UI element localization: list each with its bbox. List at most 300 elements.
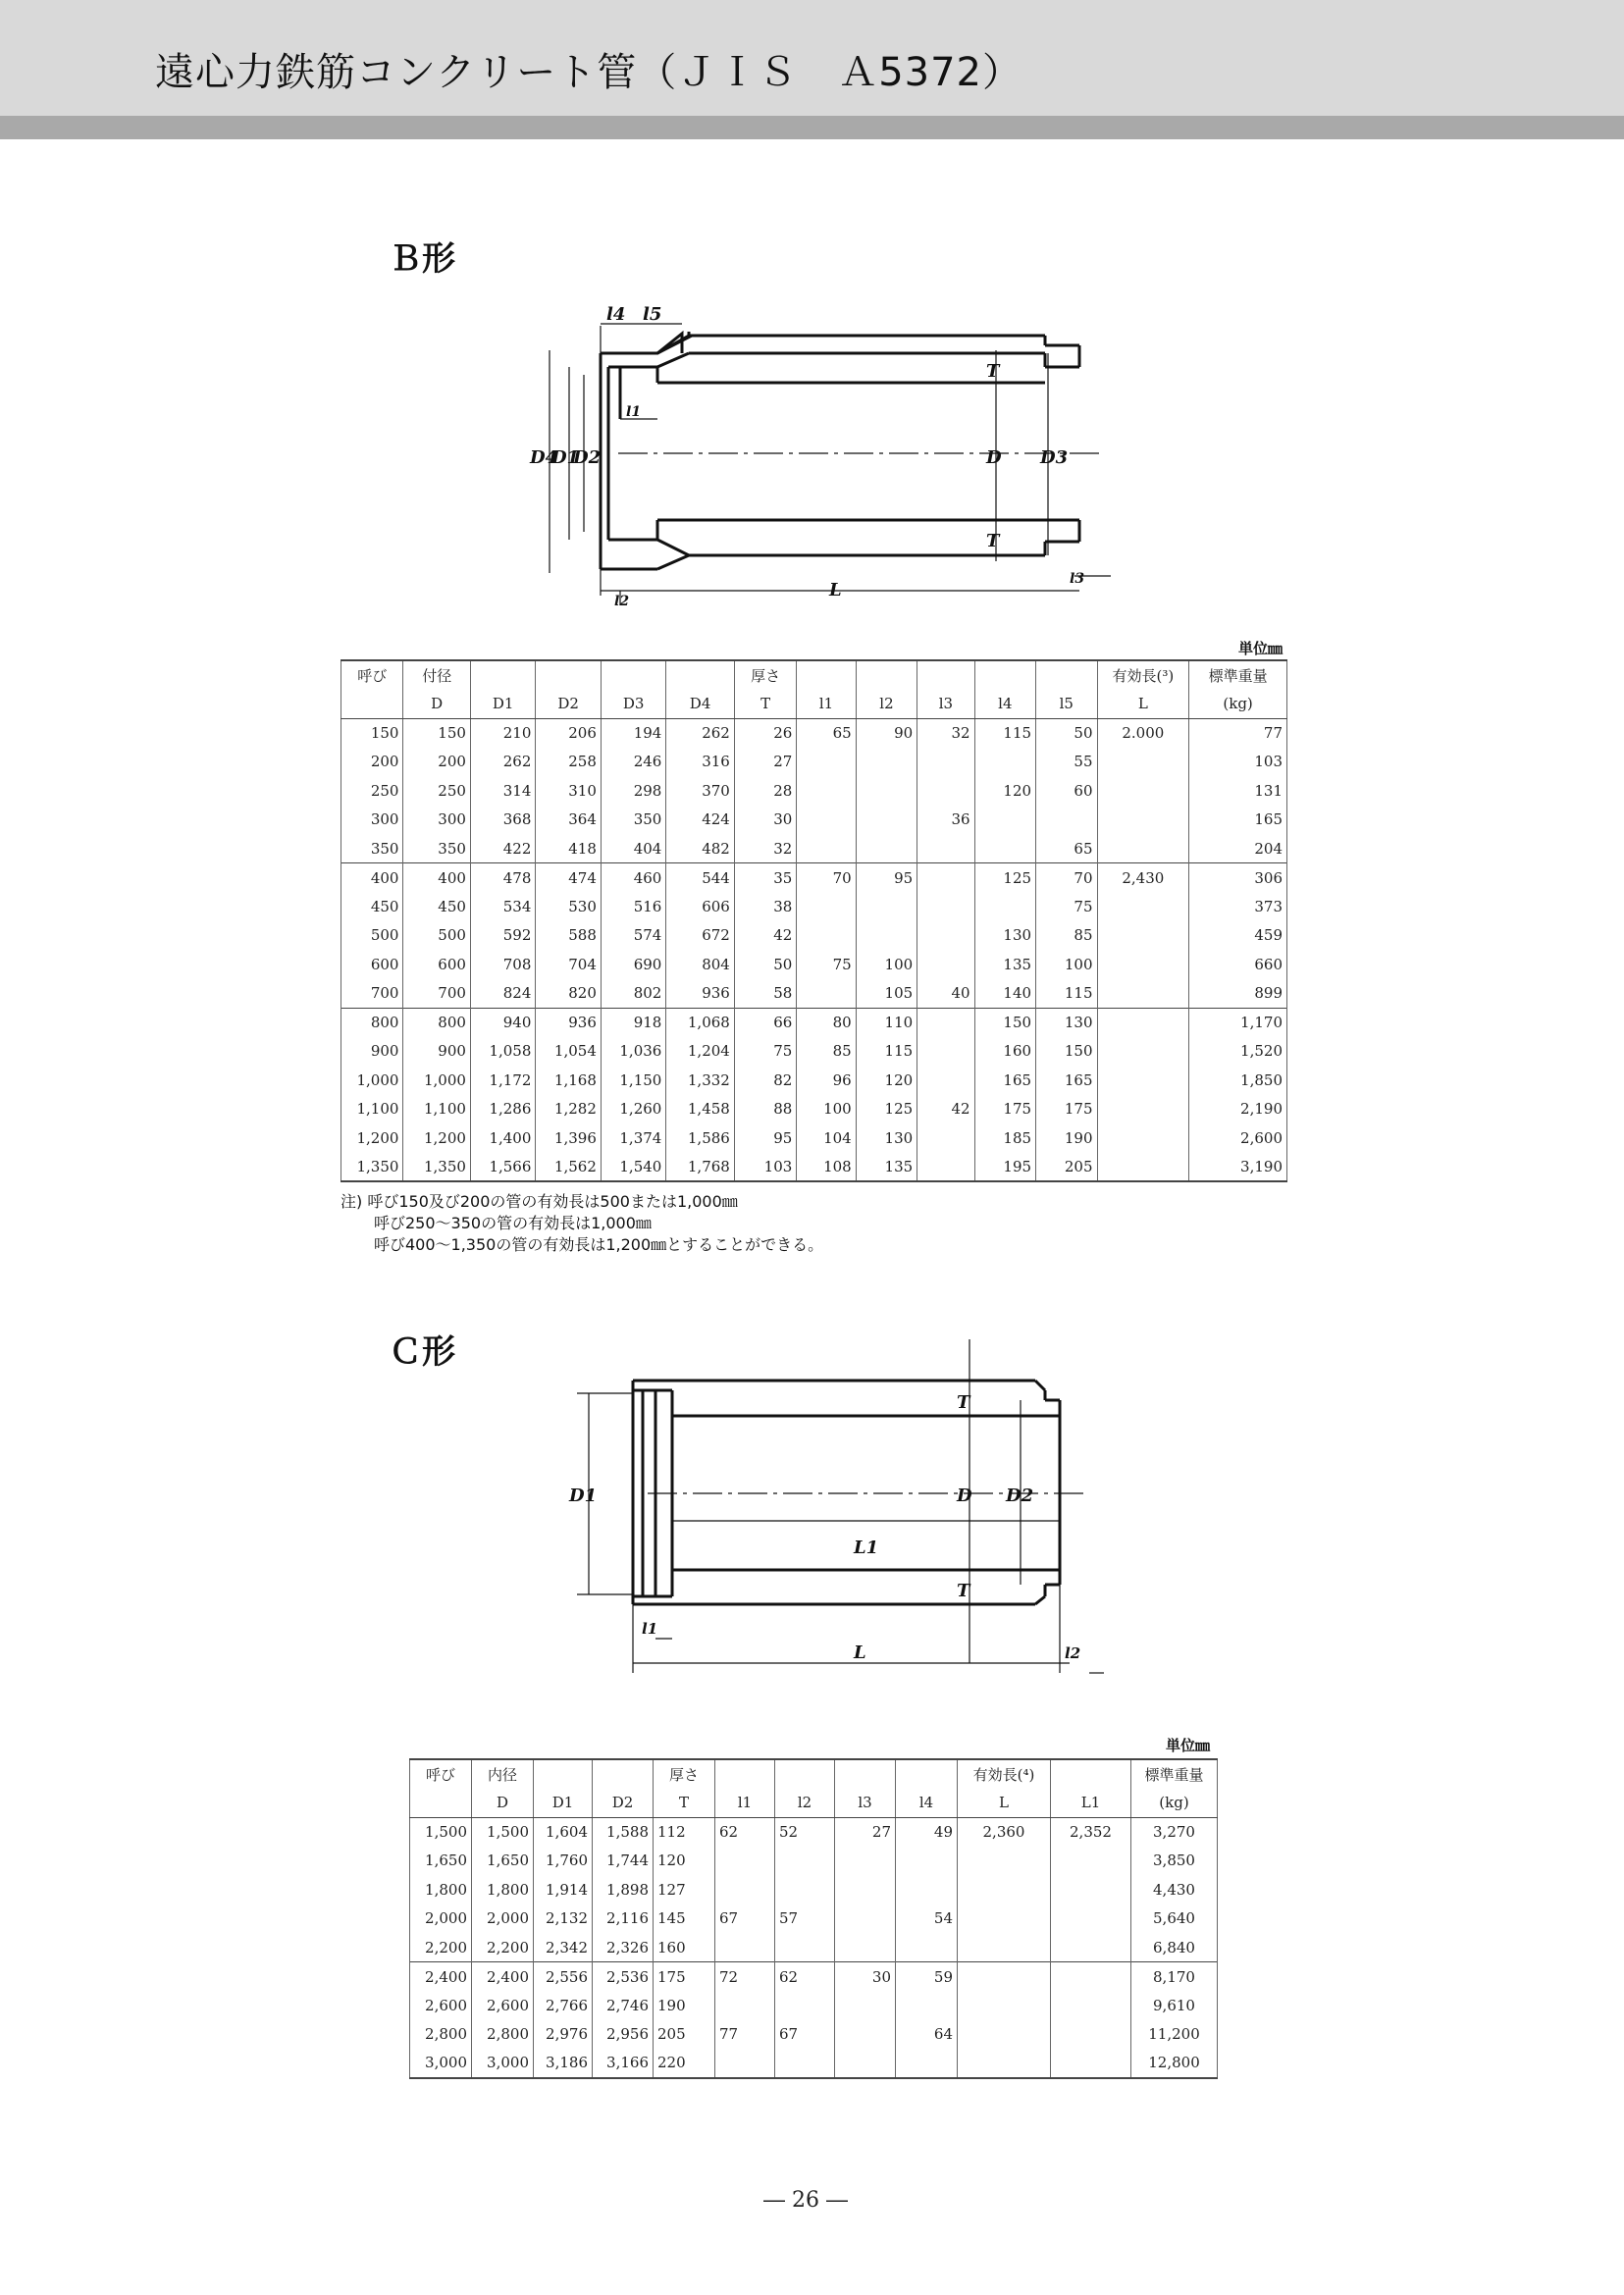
c-header-cell: L	[958, 1789, 1051, 1818]
c-header-cell	[593, 1759, 654, 1789]
c-table-cell: 3,000	[410, 2049, 472, 2078]
b-table-cell: 2.000	[1097, 718, 1189, 748]
b-table-cell: 135	[974, 950, 1035, 979]
b-table-cell	[917, 950, 974, 979]
b-table-cell: 802	[601, 979, 665, 1009]
c-table-cell: 49	[896, 1817, 958, 1847]
b-table-cell: 200	[403, 748, 470, 777]
b-table-cell: 418	[536, 834, 601, 863]
b-table-cell: 27	[734, 748, 796, 777]
b-table-cell: 3,190	[1189, 1153, 1287, 1182]
c-table-cell	[775, 2049, 835, 2078]
b-table-cell: 460	[601, 863, 665, 893]
b-table-cell: 150	[1036, 1037, 1097, 1067]
b-table-row	[341, 834, 1287, 863]
c-table-cell: 1,898	[593, 1875, 654, 1904]
c-table-cell	[835, 1991, 896, 2020]
c-table-cell: 3,166	[593, 2049, 654, 2078]
b-table-cell: 1,458	[666, 1095, 735, 1124]
b-table-cell	[917, 834, 974, 863]
b-table-cell: 26	[734, 718, 796, 748]
c-table-cell: 72	[715, 1962, 775, 1992]
b-table-cell: 75	[797, 950, 856, 979]
c-table-cell: 2,600	[410, 1991, 472, 2020]
c-table-cell	[1051, 1904, 1131, 1934]
b-table-cell: 115	[856, 1037, 917, 1067]
c-table-cell: 2,556	[534, 1962, 593, 1992]
c-table-cell: 77	[715, 2020, 775, 2050]
b-table-cell: 77	[1189, 718, 1287, 748]
b-table-cell: 516	[601, 892, 665, 921]
b-table-cell	[1097, 1153, 1189, 1182]
b-table-cell: 175	[974, 1095, 1035, 1124]
b-table-cell: 50	[1036, 718, 1097, 748]
b-table-cell: 824	[470, 979, 535, 1009]
b-table-cell: 1,058	[470, 1037, 535, 1067]
b-table-cell: 1,400	[470, 1123, 535, 1153]
b-table-cell	[1097, 892, 1189, 921]
c-header-cell: D2	[593, 1789, 654, 1818]
b-header-cell: (kg)	[1189, 690, 1287, 719]
b-header-cell	[536, 660, 601, 690]
b-table-cell: 103	[734, 1153, 796, 1182]
c-header-cell: 有効長(⁴)	[958, 1759, 1051, 1789]
b-table-cell	[856, 834, 917, 863]
c-table-cell: 2,200	[410, 1933, 472, 1962]
b-header-cell	[974, 660, 1035, 690]
b-table-cell: 250	[341, 776, 403, 806]
c-table-cell: 3,270	[1131, 1817, 1218, 1847]
b-table-cell	[1097, 1095, 1189, 1124]
header-stripe	[0, 116, 1624, 139]
b-table-cell: 900	[403, 1037, 470, 1067]
c-table-cell	[715, 2049, 775, 2078]
c-table-cell: 1,650	[472, 1847, 534, 1876]
c-table-cell: 3,850	[1131, 1847, 1218, 1876]
c-table-cell	[775, 1847, 835, 1876]
b-table-cell: 96	[797, 1066, 856, 1095]
b-table-cell: 450	[341, 892, 403, 921]
b-table-cell: 105	[856, 979, 917, 1009]
b-table-cell	[1097, 1008, 1189, 1037]
b-table-cell	[797, 892, 856, 921]
c-table-cell: 62	[775, 1962, 835, 1992]
c-table-cell: 57	[775, 1904, 835, 1934]
b-table-cell: 36	[917, 806, 974, 835]
b-table-cell: 165	[1036, 1066, 1097, 1095]
b-table-cell: 246	[601, 748, 665, 777]
b-table-cell: 165	[974, 1066, 1035, 1095]
b-table-cell: 120	[856, 1066, 917, 1095]
b-table-cell: 936	[666, 979, 735, 1009]
c-table-cell	[896, 1847, 958, 1876]
c-header-cell: l2	[775, 1789, 835, 1818]
c-table-cell	[958, 1875, 1051, 1904]
c-table-cell: 190	[654, 1991, 715, 2020]
b-table-cell: 574	[601, 921, 665, 951]
b-table-cell	[917, 1066, 974, 1095]
c-table-cell: 1,604	[534, 1817, 593, 1847]
b-label-l1: l1	[626, 404, 642, 420]
b-table-cell: 700	[341, 979, 403, 1009]
c-table-cell: 5,640	[1131, 1904, 1218, 1934]
c-table-cell: 11,200	[1131, 2020, 1218, 2050]
b-table-cell: 364	[536, 806, 601, 835]
c-table-cell: 2,400	[472, 1962, 534, 1992]
b-table-cell	[917, 863, 974, 893]
b-table-cell	[1097, 1066, 1189, 1095]
b-table-row	[341, 921, 1287, 951]
b-table-cell	[917, 776, 974, 806]
b-table-cell	[1097, 806, 1189, 835]
b-header-cell	[797, 660, 856, 690]
c-table-cell	[715, 1933, 775, 1962]
b-table-cell: 204	[1189, 834, 1287, 863]
b-table-cell	[1097, 748, 1189, 777]
b-table-cell: 306	[1189, 863, 1287, 893]
b-table-cell: 530	[536, 892, 601, 921]
b-table-cell: 130	[974, 921, 1035, 951]
c-label-l1-big: L1	[854, 1538, 879, 1558]
b-table-cell: 690	[601, 950, 665, 979]
c-table-cell	[896, 1933, 958, 1962]
b-header-cell: 厚さ	[734, 660, 796, 690]
c-table-cell	[1051, 1875, 1131, 1904]
c-label-d2: D2	[1006, 1486, 1034, 1506]
b-header-cell	[856, 660, 917, 690]
b-table-cell: 404	[601, 834, 665, 863]
c-table-cell	[1051, 2049, 1131, 2078]
b-type-pipe-diagram	[510, 306, 1148, 610]
c-table-cell	[715, 1847, 775, 1876]
c-table-row	[410, 1991, 1218, 2020]
c-spec-table	[409, 1758, 1218, 2079]
c-table-cell: 54	[896, 1904, 958, 1934]
b-header-cell: l2	[856, 690, 917, 719]
b-header-cell	[1036, 660, 1097, 690]
b-table-cell: 804	[666, 950, 735, 979]
c-table-cell: 27	[835, 1817, 896, 1847]
b-header-cell: D	[403, 690, 470, 719]
c-table-row	[410, 1875, 1218, 1904]
c-header-row	[410, 1789, 1218, 1818]
c-table-cell: 112	[654, 1817, 715, 1847]
b-header-row	[341, 690, 1287, 719]
b-table-cell: 40	[917, 979, 974, 1009]
b-table-cell: 194	[601, 718, 665, 748]
b-table-cell: 350	[341, 834, 403, 863]
b-table-cell: 185	[974, 1123, 1035, 1153]
b-table-cell: 672	[666, 921, 735, 951]
c-header-cell: (kg)	[1131, 1789, 1218, 1818]
c-table-cell: 1,800	[472, 1875, 534, 1904]
c-table-cell: 4,430	[1131, 1875, 1218, 1904]
b-table-cell: 2,190	[1189, 1095, 1287, 1124]
b-table-cell: 50	[734, 950, 796, 979]
b-unit-label: 単位㎜	[1238, 640, 1283, 657]
c-table-cell	[1051, 1991, 1131, 2020]
b-table-row	[341, 718, 1287, 748]
b-table-cell: 1,520	[1189, 1037, 1287, 1067]
b-table-cell	[974, 806, 1035, 835]
c-table-cell	[835, 1933, 896, 1962]
b-table-cell: 800	[403, 1008, 470, 1037]
b-table-cell: 55	[1036, 748, 1097, 777]
b-table-cell	[856, 806, 917, 835]
b-table-cell: 85	[797, 1037, 856, 1067]
b-table-cell: 1,260	[601, 1095, 665, 1124]
b-header-cell	[917, 660, 974, 690]
b-table-cell: 588	[536, 921, 601, 951]
b-table-cell: 314	[470, 776, 535, 806]
b-table-cell	[856, 892, 917, 921]
b-table-cell: 110	[856, 1008, 917, 1037]
b-table-cell: 2,600	[1189, 1123, 1287, 1153]
b-table-cell: 918	[601, 1008, 665, 1037]
c-header-cell: l1	[715, 1789, 775, 1818]
c-label-l1: l1	[642, 1620, 658, 1638]
c-table-cell: 2,000	[410, 1904, 472, 1934]
page-number: ― 26 ―	[763, 2188, 848, 2213]
b-table-cell: 899	[1189, 979, 1287, 1009]
b-label-l4: l4	[606, 306, 626, 325]
c-header-cell: 厚さ	[654, 1759, 715, 1789]
c-table-cell	[958, 2020, 1051, 2050]
c-label-d1: D1	[569, 1486, 598, 1506]
c-table-cell	[896, 1875, 958, 1904]
b-table-cell: 75	[734, 1037, 796, 1067]
b-table-cell: 250	[403, 776, 470, 806]
b-table-row	[341, 950, 1287, 979]
b-table-cell	[917, 921, 974, 951]
b-table-cell	[1097, 776, 1189, 806]
b-table-cell: 936	[536, 1008, 601, 1037]
c-table-cell	[1051, 1933, 1131, 1962]
b-table-cell: 500	[403, 921, 470, 951]
b-header-cell: D2	[536, 690, 601, 719]
b-label-l: L	[829, 580, 842, 600]
b-table-cell: 1,172	[470, 1066, 535, 1095]
b-table-cell: 150	[403, 718, 470, 748]
b-table-cell: 135	[856, 1153, 917, 1182]
c-table-cell: 2,956	[593, 2020, 654, 2050]
b-table-cell: 125	[856, 1095, 917, 1124]
c-table-cell: 1,914	[534, 1875, 593, 1904]
b-table-cell: 1,562	[536, 1153, 601, 1182]
b-table-row	[341, 892, 1287, 921]
c-table-cell: 2,600	[472, 1991, 534, 2020]
b-table-row	[341, 1066, 1287, 1095]
c-label-t-bottom: T	[957, 1581, 970, 1601]
b-table-cell: 195	[974, 1153, 1035, 1182]
b-header-cell	[601, 660, 665, 690]
b-table-cell: 200	[341, 748, 403, 777]
b-table-cell: 30	[734, 806, 796, 835]
b-table-cell: 1,168	[536, 1066, 601, 1095]
b-table-cell: 205	[1036, 1153, 1097, 1182]
c-table-cell: 2,800	[472, 2020, 534, 2050]
c-table-cell	[775, 1875, 835, 1904]
c-table-cell: 8,170	[1131, 1962, 1218, 1992]
b-table-cell	[1036, 806, 1097, 835]
b-table-cell: 500	[341, 921, 403, 951]
b-table-cell: 103	[1189, 748, 1287, 777]
b-header-cell: D1	[470, 690, 535, 719]
b-table-row	[341, 1153, 1287, 1182]
b-table-cell: 58	[734, 979, 796, 1009]
c-table-cell: 2,342	[534, 1933, 593, 1962]
c-header-cell: D	[472, 1789, 534, 1818]
c-table-cell: 1,500	[472, 1817, 534, 1847]
c-table-cell: 62	[715, 1817, 775, 1847]
c-table-cell: 2,132	[534, 1904, 593, 1934]
b-table-cell: 70	[797, 863, 856, 893]
b-table-cell: 66	[734, 1008, 796, 1037]
c-table-cell	[896, 1991, 958, 2020]
b-header-cell	[666, 660, 735, 690]
b-header-cell	[341, 690, 403, 719]
b-label-d1: D1	[551, 447, 580, 468]
b-table-cell	[917, 1153, 974, 1182]
c-table-cell	[958, 2049, 1051, 2078]
b-table-cell: 1,332	[666, 1066, 735, 1095]
b-table-cell: 100	[856, 950, 917, 979]
b-table-cell: 130	[856, 1123, 917, 1153]
b-table-cell: 190	[1036, 1123, 1097, 1153]
b-note-3: 呼び400～1,350の管の有効長は1,200㎜とすることができる。	[374, 1235, 824, 1254]
b-label-d2: D2	[573, 447, 602, 468]
b-table-row	[341, 806, 1287, 835]
b-table-cell: 1,200	[341, 1123, 403, 1153]
b-label-l3: l3	[1070, 571, 1085, 587]
c-table-cell: 67	[775, 2020, 835, 2050]
b-table-cell: 370	[666, 776, 735, 806]
b-table-cell: 478	[470, 863, 535, 893]
b-table-cell: 115	[974, 718, 1035, 748]
b-table-cell: 1,350	[403, 1153, 470, 1182]
b-table-cell: 104	[797, 1123, 856, 1153]
c-table-cell	[1051, 2020, 1131, 2050]
c-table-cell: 2,766	[534, 1991, 593, 2020]
b-table-cell: 450	[403, 892, 470, 921]
b-table-cell	[974, 748, 1035, 777]
b-table-cell: 1,396	[536, 1123, 601, 1153]
b-table-cell	[797, 748, 856, 777]
b-table-cell: 140	[974, 979, 1035, 1009]
b-table-row	[341, 979, 1287, 1009]
c-header-cell: L1	[1051, 1789, 1131, 1818]
b-table-cell	[917, 1037, 974, 1067]
c-table-cell: 2,746	[593, 1991, 654, 2020]
b-notes	[341, 1191, 823, 1256]
b-table-cell: 90	[856, 718, 917, 748]
c-table-cell	[835, 1875, 896, 1904]
c-table-cell	[835, 2049, 896, 2078]
c-table-cell: 2,326	[593, 1933, 654, 1962]
b-table-cell: 206	[536, 718, 601, 748]
c-table-row	[410, 1904, 1218, 1934]
b-table-cell: 544	[666, 863, 735, 893]
c-table-cell: 67	[715, 1904, 775, 1934]
b-label-l5: l5	[643, 306, 662, 325]
b-table-cell: 482	[666, 834, 735, 863]
c-header-cell	[1051, 1759, 1131, 1789]
c-table-cell: 1,744	[593, 1847, 654, 1876]
c-table-cell	[775, 1933, 835, 1962]
b-header-cell: l4	[974, 690, 1035, 719]
b-header-cell: l5	[1036, 690, 1097, 719]
c-section-title: Ｃ形	[389, 1332, 455, 1372]
c-header-cell: l4	[896, 1789, 958, 1818]
b-label-t-bottom: T	[986, 531, 1000, 551]
b-table-cell: 900	[341, 1037, 403, 1067]
b-table-cell: 373	[1189, 892, 1287, 921]
b-table-cell	[856, 921, 917, 951]
c-table-cell	[1051, 1962, 1131, 1992]
b-table-cell: 1,036	[601, 1037, 665, 1067]
b-table-row	[341, 1095, 1287, 1124]
b-table-cell: 606	[666, 892, 735, 921]
b-label-d4: D4	[530, 447, 558, 468]
b-table-cell: 300	[403, 806, 470, 835]
c-label-l: L	[854, 1643, 866, 1663]
b-table-cell	[797, 921, 856, 951]
b-table-row	[341, 1037, 1287, 1067]
c-label-l2: l2	[1065, 1644, 1081, 1662]
c-table-cell: 9,610	[1131, 1991, 1218, 2020]
b-table-cell: 592	[470, 921, 535, 951]
b-table-cell: 1,374	[601, 1123, 665, 1153]
b-table-cell: 80	[797, 1008, 856, 1037]
c-table-row	[410, 1962, 1218, 1992]
b-table-cell: 1,350	[341, 1153, 403, 1182]
b-table-cell: 100	[797, 1095, 856, 1124]
b-table-cell	[797, 834, 856, 863]
c-header-row	[410, 1759, 1218, 1789]
c-table-cell: 52	[775, 1817, 835, 1847]
b-table-cell	[1097, 834, 1189, 863]
c-table-cell: 2,360	[958, 1817, 1051, 1847]
b-table-cell: 38	[734, 892, 796, 921]
c-header-cell: l3	[835, 1789, 896, 1818]
b-table-cell	[856, 748, 917, 777]
c-table-cell	[958, 1847, 1051, 1876]
b-table-cell: 95	[734, 1123, 796, 1153]
c-table-cell: 120	[654, 1847, 715, 1876]
c-table-cell: 160	[654, 1933, 715, 1962]
b-header-cell: l1	[797, 690, 856, 719]
c-header-cell: T	[654, 1789, 715, 1818]
b-table-cell: 115	[1036, 979, 1097, 1009]
b-table-cell: 800	[341, 1008, 403, 1037]
b-note-2: 呼び250～350の管の有効長は1,000㎜	[374, 1214, 652, 1232]
c-table-row	[410, 1817, 1218, 1847]
b-table-cell: 32	[734, 834, 796, 863]
b-table-cell: 368	[470, 806, 535, 835]
page-title: 遠心力鉄筋コンクリート管（ＪＩＳ Ａ5372）	[155, 50, 1022, 95]
b-table-cell	[974, 892, 1035, 921]
b-section-title: Ｂ形	[389, 239, 455, 279]
c-table-cell: 127	[654, 1875, 715, 1904]
b-table-row	[341, 748, 1287, 777]
c-table-cell: 3,186	[534, 2049, 593, 2078]
b-table-cell: 130	[1036, 1008, 1097, 1037]
c-table-cell: 1,800	[410, 1875, 472, 1904]
b-table-cell: 160	[974, 1037, 1035, 1067]
b-header-cell: T	[734, 690, 796, 719]
b-table-cell: 660	[1189, 950, 1287, 979]
b-table-cell: 700	[403, 979, 470, 1009]
